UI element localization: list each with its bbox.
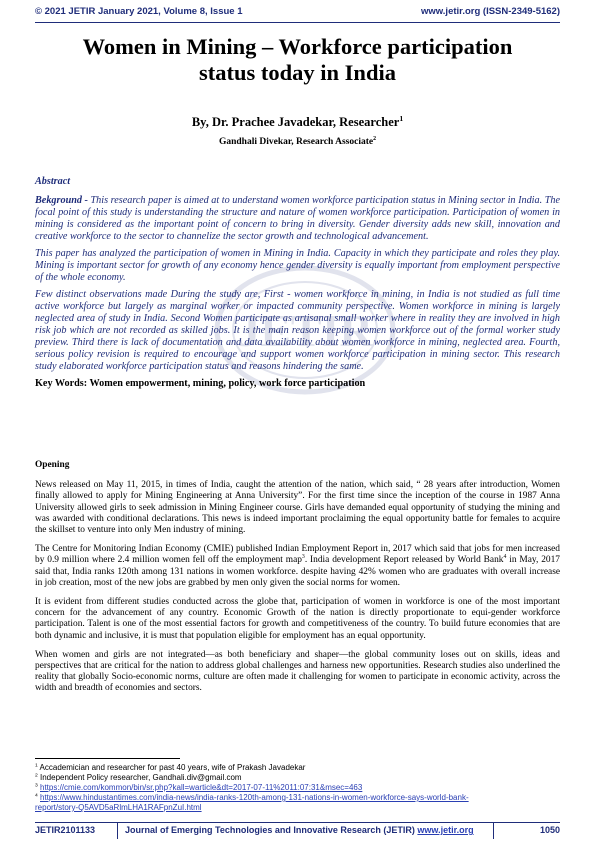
footnote-4-link[interactable]: https://www.hindustantimes.com/india-news/india-ranks-120th-among-131-nations-in-women-workforce-says-world-bank- (40, 793, 469, 802)
footer-separator-2 (493, 823, 494, 839)
abstract-heading: Abstract (35, 176, 71, 187)
abstract-paragraph-2: This paper has analyzed the participation of women in Mining in India. Capacity in which they participate and roles they play. Mining is important sector for growth of any economy hence gender diversity is equally important from employment perspective of the whole economy. (35, 248, 560, 283)
footnote-2: $^2$ Independent Policy researcher, Gandhali.div@gmail.com (35, 773, 242, 782)
svg-text:JETIR: JETIR (237, 305, 373, 356)
abstract-paragraph-1: Bekground - This research paper is aimed at to understand women workforce participation status in Mining sector in India. The focal point of this study is understanding the structure and nature of women workforce participation. Participation of women in mining is considered as the important point of concern to bring in diversity. Gender diversity adds new skill, innovation and creative workforce to the sector to channelize the sector growth and technological advancement. (35, 195, 560, 242)
coauthor-footnote-mark[interactable]: 2 (373, 135, 377, 142)
header-website[interactable]: www.jetir.org (ISSN-2349-5162) (420, 6, 560, 17)
body-paragraph-4: When women and girls are not integrated—as both beneficiary and shaper—the global community loses out on skills, ideas and perspectives that are critical for the nation to address global challenges and harness new opportunities. Research studies also underlined the reality that globally Socio-economic norms, culture are often made it challenging for women to participate in economic activity, across the width and breadth of economies and sectors. (35, 649, 560, 694)
footnote-ref-4[interactable]: 4 (503, 554, 507, 561)
footer-divider (35, 822, 560, 823)
keywords: Key Words: Women empowerment, mining, policy, work force participation (35, 378, 366, 389)
author-line (35, 115, 560, 130)
footnote-1: $^1$ Accademician and researcher for past 40 years, wife of Prakash Javadekar (35, 763, 306, 772)
footnote-ref-3[interactable]: 3 (301, 554, 305, 561)
body-paragraph-1: News released on May 11, 2015, in times of India, caught the attention of the nation, which said, “ 28 years after introduction, Women finally allowed to apply for Mining Engineering at Anna University”. For the first time since the inception of the course in 1987 Anna University allowed girls to seek admission in Mining Engineer course. Girls have demanded equal opportunity of studying the mining and was awarded with conditional declarations. This news is indeed important proclaiming the equal opportunity battle for females to acquire the skillset to venture into only Men industry of mining. (35, 480, 560, 536)
coauthor-name: Gandhali Divekar, Research Associate (218, 137, 374, 147)
header-issue: © 2021 JETIR January 2021, Volume 8, Issue 1 (35, 6, 243, 17)
footnote-4-link-cont[interactable]: report/story-Q5AVD5aRlmLHA1RAFpnZuI.html (35, 803, 202, 812)
footer-article-code: JETIR2101133 (35, 825, 96, 835)
footnotes (35, 763, 560, 813)
footnote-3: $^3$ https://cmie.com/kommon/bin/sr.php?kall=warticle&dt=2017-07-11%2011:07:31&msec=463 (35, 783, 363, 792)
footer-website-link[interactable]: www.jetir.org (417, 825, 474, 835)
abstract-paragraph-3: Few distinct observations made During the study are, First - women workforce in mining, in India is not studied as full time active workforce but largely as marginal worker or impacted community perspective. Women workforce in mining is largely neglected area of study in India. Second Women participate as artisanal small worker where in reality they are involved in high risk job which are not recorded as skilled jobs. It is the main reason keeping women workforce out of the formal worker study preview. Third there is lack of documentation and data availability about women workforce in mining, neglected area. Fourth, serious policy revision is required to encourage and support women workforce participation in mining sector. This research study elaborated workforce participation status and reasons hindering the same. (35, 289, 560, 372)
footer-journal: Journal of Emerging Technologies and Innovative Research (JETIR) www.jetir.org (125, 825, 474, 835)
author-footnote-mark[interactable]: 1 (399, 113, 404, 123)
body-paragraph-3: It is evident from different studies conducted across the globe that, participation of women in workforce is one of the most important concern for the advancement of any country. Economic Growth of the nation is directly proportionate to equi-gender workforce participation. Talent is one of the most essential factors for growth and competitiveness of the country. To build future economies that are both dynamic and inclusive, it is must that population eligible for employment has an equal opportunity. (35, 597, 560, 641)
footnote-4-cont (35, 803, 560, 813)
coauthor-line (35, 137, 560, 147)
abstract-section (35, 176, 560, 395)
abstract-lead: Bekground - (35, 195, 91, 206)
body-paragraph-2: The Centre for Monitoring Indian Economy (CMIE) published Indian Employment Report in, 2017 which said that jobs for men increased by 0.9 million where 2.4 million women fell off the employment map$^3$. India development Report released by World Bank$^4$ in May, 2017 said that, India ranks 120th among 131 nations in women workforce. despite having 42% women who are graduates with overall increase in job creation, most of the new jobs are grabbed by men only given the social norms for women. (35, 544, 560, 588)
footnote-4: $^4$ https://www.hindustantimes.com/india-news/india-ranks-120th-among-131-nations-in-women-workforce-says-world-bank- (35, 793, 469, 802)
opening-heading: Opening (35, 460, 70, 470)
body-section (35, 460, 560, 703)
header-divider (35, 22, 560, 23)
title-line-2: status today in India (199, 60, 396, 85)
running-footer (35, 825, 560, 839)
title-line-1: Women in Mining – Workforce participation (82, 34, 513, 59)
running-header (35, 6, 560, 20)
page-number: 1050 (539, 825, 560, 835)
footer-separator (117, 823, 118, 839)
author-name: By, Dr. Prachee Javadekar, Researcher (191, 115, 400, 129)
footnote-divider (35, 758, 180, 759)
footnote-3-link[interactable]: https://cmie.com/kommon/bin/sr.php?kall=warticle&dt=2017-07-11%2011:07:31&msec=463 (40, 783, 363, 792)
paper-title (35, 34, 560, 86)
